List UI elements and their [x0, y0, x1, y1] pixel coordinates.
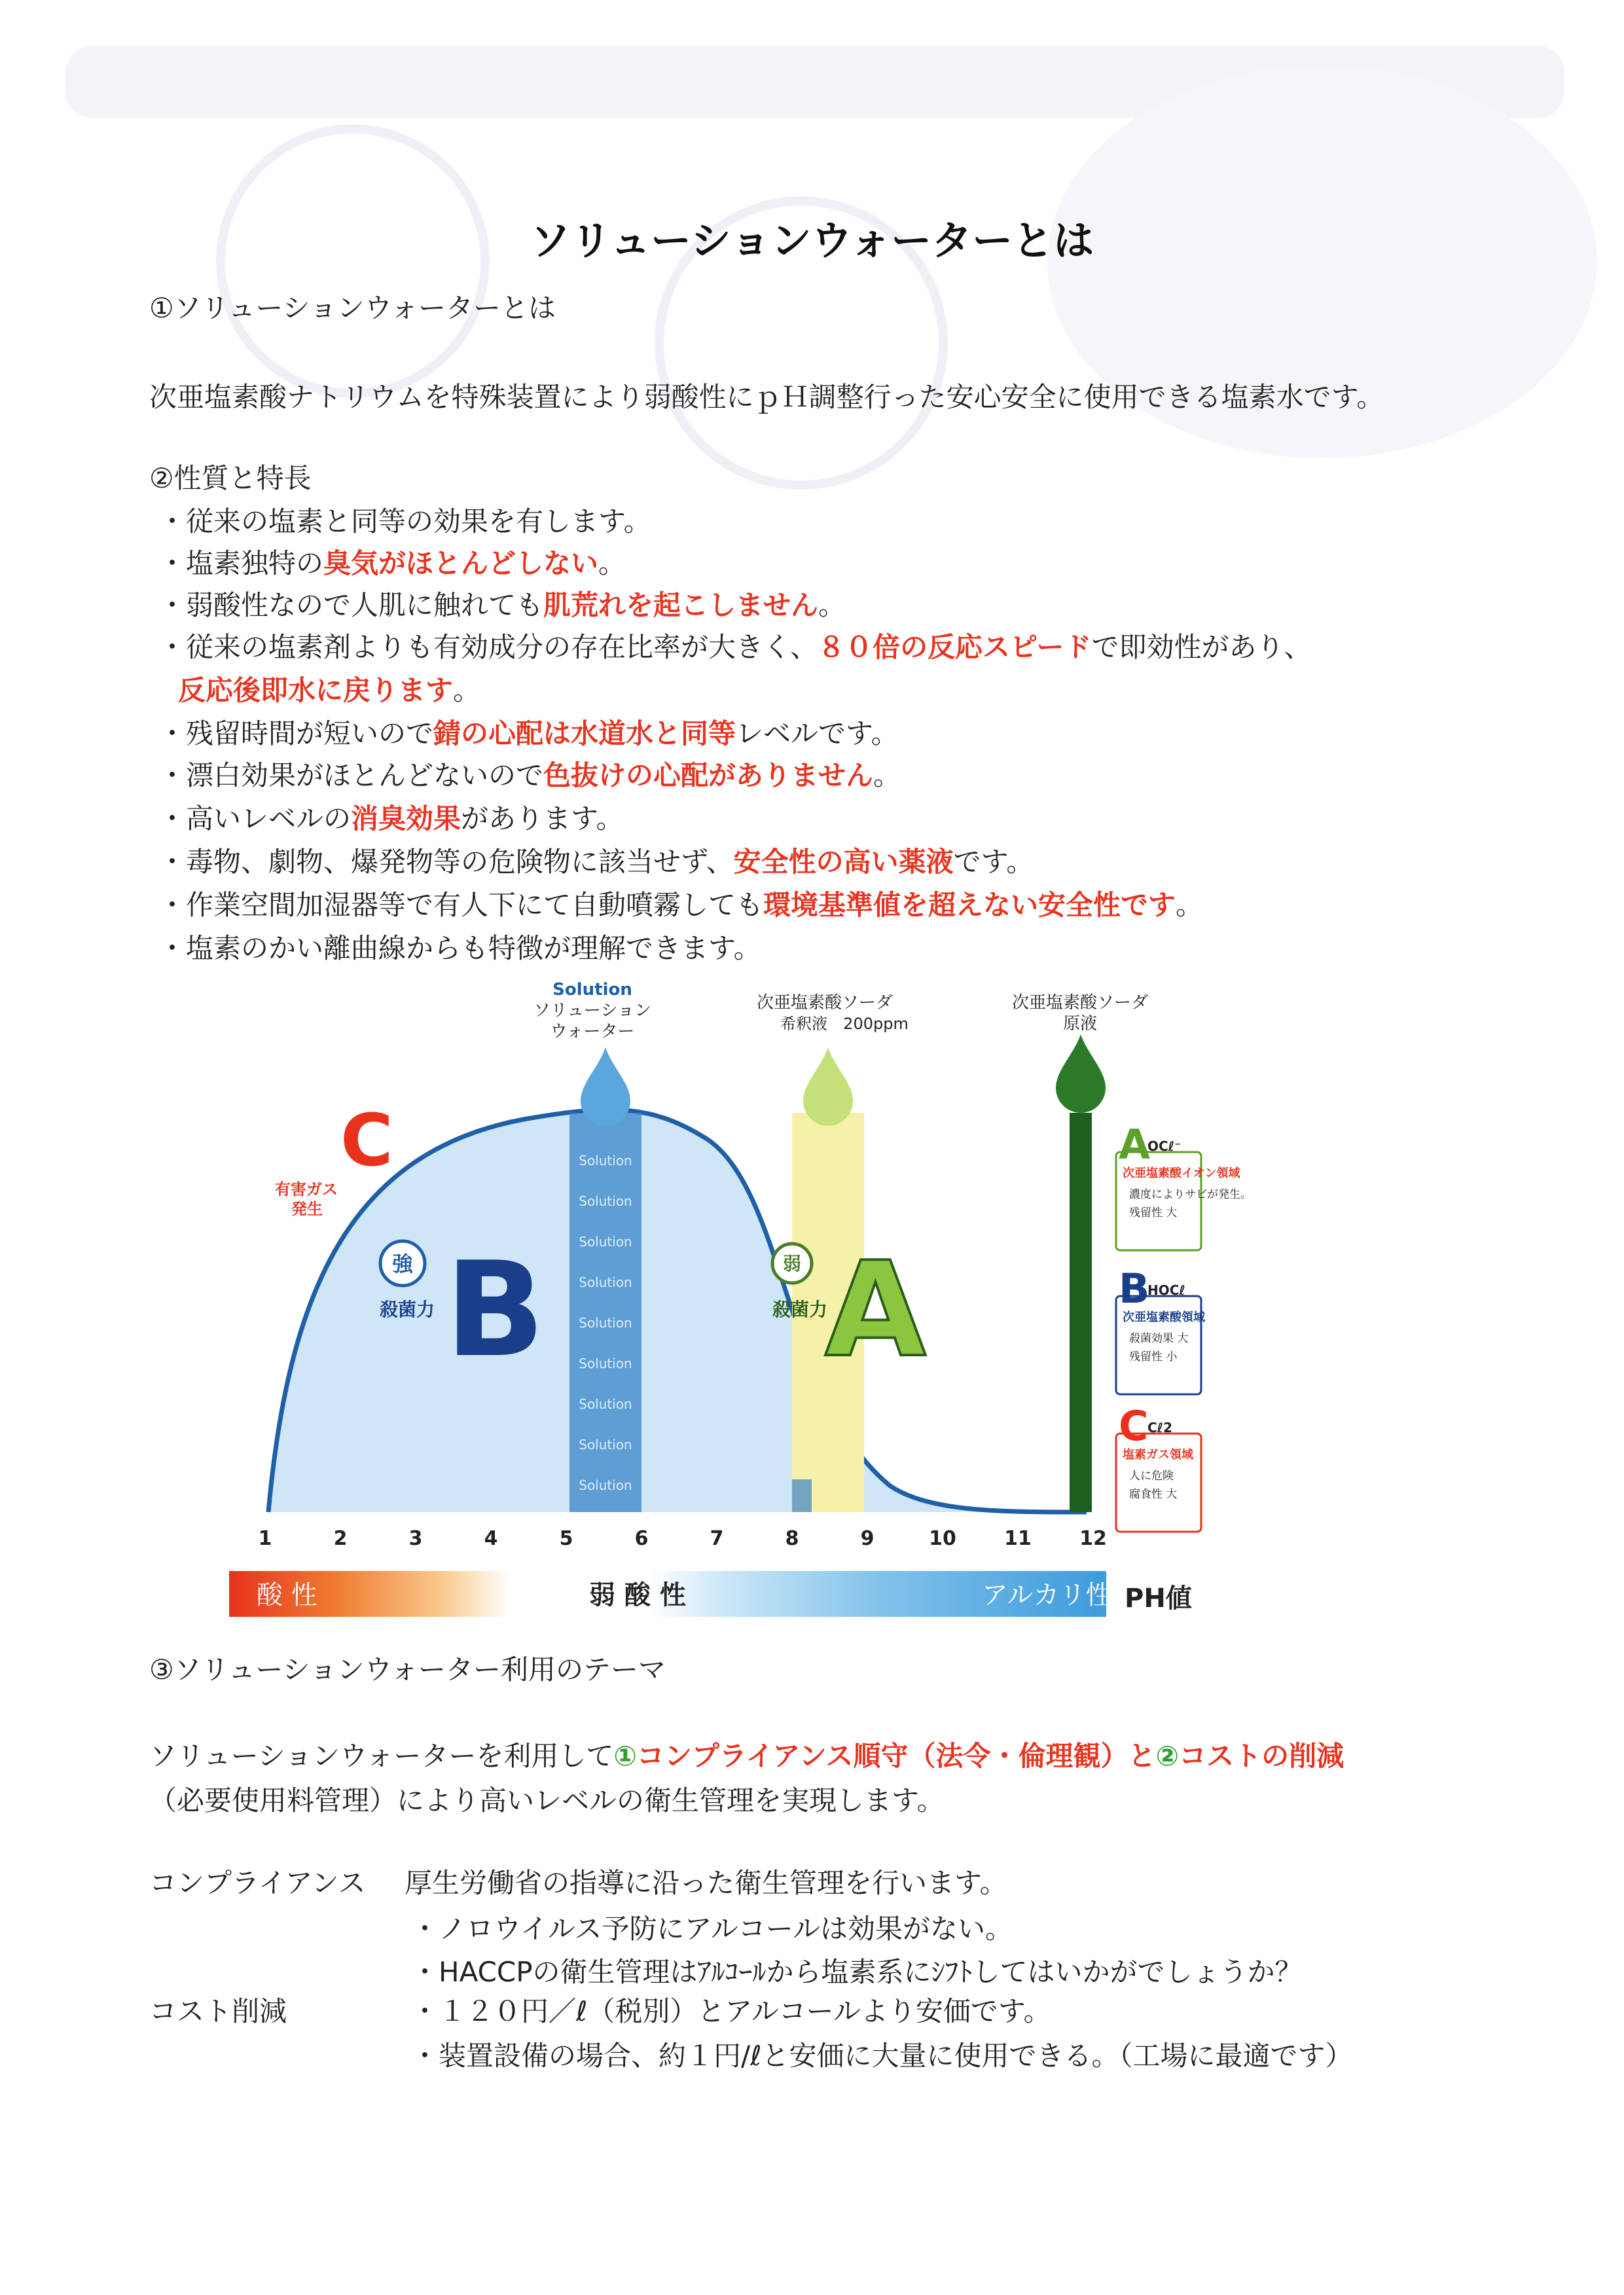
compliance-item: ・ノロウイルス予防にアルコールは効果がない。	[411, 1913, 1013, 1945]
legend-formula: Cℓ2	[1147, 1420, 1173, 1436]
legend-line: 残留性 大	[1129, 1206, 1178, 1220]
feature-text: ・毒物、劇物、爆発物等の危険物に該当せず、	[158, 846, 734, 878]
section3-line1	[149, 1735, 1344, 1774]
weak-label: 弱	[782, 1253, 802, 1274]
feature-text: レベルです。	[736, 717, 899, 750]
x-tick-label: 6	[634, 1527, 649, 1550]
feature-highlight: 肌荒れを起こしません	[543, 589, 819, 621]
legend-name: 次亜塩素酸領域	[1123, 1310, 1205, 1324]
legend-formula: OCℓ⁻	[1147, 1138, 1182, 1154]
solution-jp-label: ソリューション	[533, 1001, 652, 1021]
section2-heading: ②性質と特長	[149, 462, 312, 494]
x-tick-label: 4	[484, 1527, 498, 1550]
feature-text: ・塩素のかい離曲線からも特徴が理解できます。	[158, 932, 761, 964]
feature-highlight: 消臭効果	[351, 803, 461, 835]
legend-line: 残留性 小	[1129, 1350, 1178, 1364]
x-tick-label: 11	[1004, 1527, 1032, 1550]
compliance-text: 厚生労働省の指導に沿った衛生管理を行います。	[405, 1867, 1007, 1899]
feature-text: 。	[873, 759, 901, 791]
page-title: ソリューションウォーターとは	[530, 217, 1094, 264]
feature-text: ・作業空間加湿器等で有人下にて自動噴霧しても	[158, 889, 764, 921]
legend-line: 人に危険	[1129, 1470, 1174, 1483]
x-tick-label: 10	[929, 1527, 956, 1550]
solution-band-label: Solution	[579, 1153, 632, 1168]
compliance-label: コンプライアンス	[149, 1867, 366, 1899]
x-tick-label: 1	[258, 1527, 272, 1550]
stock-label: 次亜塩素酸ソーダ	[1011, 993, 1149, 1013]
feature-text: 。	[598, 547, 626, 579]
feature-text: で即効性があり、	[1091, 631, 1312, 663]
solution-band-label: Solution	[579, 1477, 632, 1493]
cost-highlight: コストの削減	[1179, 1740, 1344, 1772]
stock-drop-icon	[1056, 1034, 1106, 1113]
feature-text: です。	[953, 846, 1034, 878]
cost-item: ・装置設備の場合、約１円/ℓと安価に大量に使用できる。（工場に最適です）	[411, 2040, 1353, 2072]
feature-highlight: ８０倍の反応スピード	[818, 631, 1092, 663]
feature-text: があります。	[461, 803, 624, 835]
dilute-band-base	[792, 1479, 812, 1512]
cost-item: ・１２０円／ℓ（税別）とアルコールより安価です。	[411, 1995, 1051, 2027]
legend-letter: A	[1119, 1121, 1150, 1168]
solution-drop-icon	[581, 1047, 630, 1126]
feature-item	[158, 542, 626, 581]
feature-item	[158, 884, 1203, 923]
feature-text: ・残留時間が短いので	[158, 717, 434, 750]
x-tick-label: 7	[710, 1527, 724, 1550]
x-tick-label: 3	[408, 1527, 423, 1550]
feature-item	[158, 712, 899, 751]
feature-item	[158, 626, 1312, 665]
stock-band	[1070, 1113, 1092, 1512]
legend-line: 殺菌効果 大	[1129, 1332, 1189, 1345]
feature-text: ・従来の塩素剤よりも有効成分の存在比率が大きく、	[158, 631, 818, 663]
solution-band-label: Solution	[579, 1193, 632, 1209]
feature-text: 。	[453, 674, 481, 706]
solution-band-label: Solution	[579, 1396, 632, 1412]
section3-line2: （必要使用料管理）により高いレベルの衛生管理を実現します。	[149, 1784, 945, 1816]
feature-item	[178, 669, 480, 708]
feature-text: ・従来の塩素と同等の効果を有します。	[158, 505, 651, 537]
feature-highlight: 臭気がほとんどしない	[323, 547, 599, 579]
kill-power-label: 殺菌力	[380, 1299, 435, 1320]
feature-item	[158, 927, 761, 966]
legend-letter: C	[1119, 1402, 1149, 1450]
ph-weak-acid-label: 弱 酸 性	[589, 1580, 686, 1610]
dissociation-chart	[249, 969, 1252, 1617]
section3-line1-text: ソリューションウォーターを利用して	[149, 1740, 614, 1772]
ph-value-label: PH値	[1125, 1583, 1192, 1614]
solution-band-label: Solution	[579, 1315, 632, 1331]
x-tick-label: 8	[785, 1527, 799, 1550]
dilute-label: 希釈液 200ppm	[780, 1015, 909, 1033]
solution-band-label: Solution	[579, 1356, 632, 1371]
feature-highlight: 環境基準値を超えない安全性です	[763, 889, 1176, 921]
x-tick-label: 12	[1079, 1527, 1107, 1550]
feature-text: ・高いレベルの	[158, 803, 352, 835]
legend-line: 腐食性 大	[1129, 1488, 1178, 1501]
feature-text: 。	[1176, 889, 1204, 921]
feature-item	[158, 500, 651, 539]
dilute-drop-icon	[803, 1047, 853, 1126]
legend-line: 濃度によりサビが発生。	[1129, 1188, 1252, 1201]
region-c-letter: C	[340, 1098, 393, 1182]
legend-formula: HOCℓ	[1147, 1282, 1185, 1298]
kill-power-label: 殺菌力	[772, 1299, 828, 1320]
ph-acid-label: 酸 性	[257, 1580, 317, 1610]
x-tick-label: 9	[860, 1527, 875, 1550]
circled-two: ②	[1155, 1740, 1180, 1772]
feature-text: ・塩素独特の	[158, 547, 324, 579]
legend-name: 塩素ガス領域	[1123, 1448, 1193, 1462]
feature-item	[158, 797, 624, 837]
region-b-letter: B	[445, 1234, 545, 1386]
section1-heading: ①ソリューションウォーターとは	[149, 292, 556, 324]
compliance-highlight: コンプライアンス順守（法令・倫理観）と	[636, 1740, 1156, 1772]
feature-highlight: 安全性の高い薬液	[733, 846, 954, 878]
solution-band-label: Solution	[579, 1234, 632, 1250]
strong-label: 強	[391, 1252, 414, 1276]
circled-one: ①	[613, 1740, 637, 1772]
ph-alkali-label: アルカリ性	[982, 1580, 1112, 1610]
feature-text: 。	[818, 589, 846, 621]
cost-label: コスト削減	[149, 1995, 287, 2027]
region-a-letter: A	[825, 1234, 926, 1386]
feature-item	[158, 840, 1034, 880]
solution-band-label: Solution	[579, 1274, 632, 1290]
legend-name: 次亜塩素酸イオン領域	[1123, 1166, 1240, 1180]
gas-label: 有害ガス	[275, 1180, 338, 1199]
section1-body: 次亜塩素酸ナトリウムを特殊装置により弱酸性にｐＨ調整行った安心安全に使用できる塩素水です。	[149, 381, 1384, 413]
feature-highlight: 反応後即水に戻ります	[178, 674, 454, 706]
feature-text: ・弱酸性なので人肌に触れても	[158, 589, 544, 621]
feature-text: ・漂白効果がほとんどないので	[158, 759, 544, 791]
compliance-item: ・HACCPの衛生管理はｱﾙｺｰﾙから塩素系にｼﾌﾄしてはいかがでしょうか？	[411, 1956, 1303, 1988]
x-tick-label: 5	[559, 1527, 573, 1550]
gas-label: 発生	[291, 1200, 323, 1218]
solution-band-label: Solution	[579, 1437, 632, 1453]
section3-heading: ③ソリューションウォーター利用のテーマ	[149, 1653, 666, 1686]
feature-highlight: 錆の心配は水道水と同等	[433, 717, 736, 750]
feature-item	[158, 754, 901, 793]
dilute-label: 次亜塩素酸ソーダ	[756, 993, 893, 1013]
feature-item	[158, 584, 846, 623]
legend-letter: B	[1119, 1265, 1150, 1312]
solution-en-label: Solution	[552, 980, 632, 1000]
x-tick-label: 2	[333, 1527, 348, 1550]
stock-label: 原液	[1062, 1014, 1098, 1034]
solution-jp-label: ウォーター	[550, 1022, 635, 1041]
feature-highlight: 色抜けの心配がありません	[543, 759, 874, 791]
